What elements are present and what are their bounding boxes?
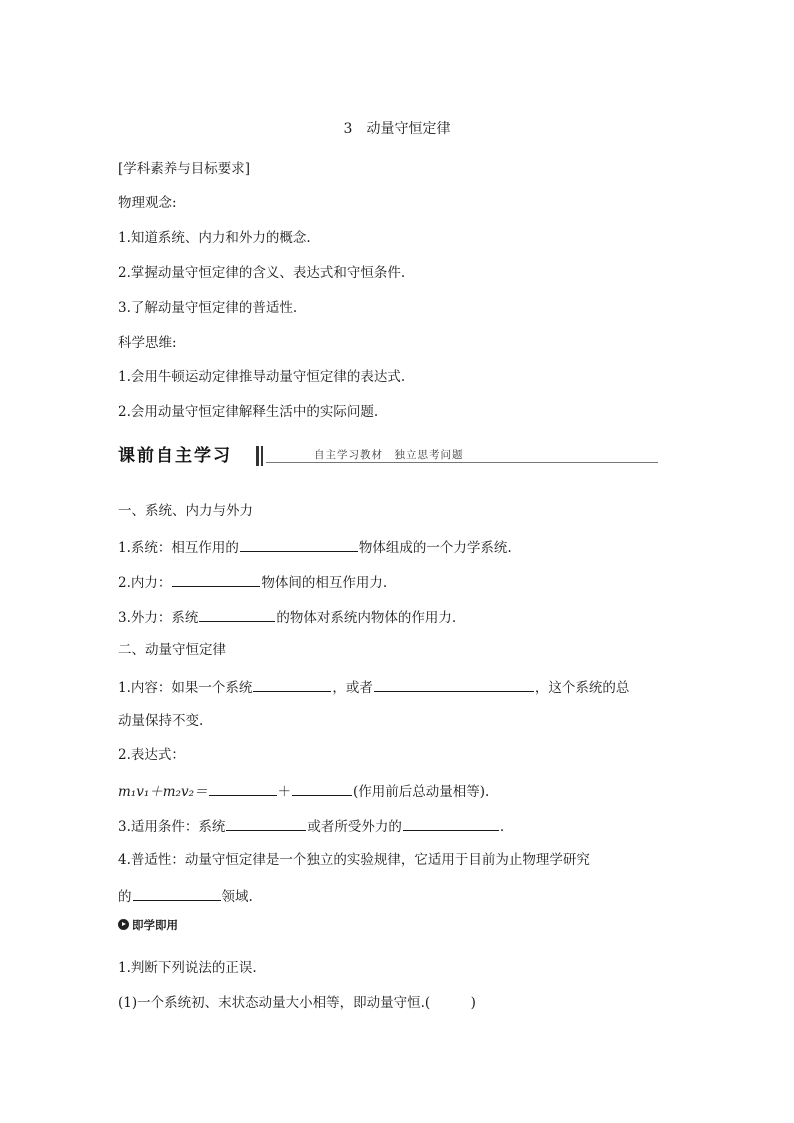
answer-blank[interactable] — [240, 537, 358, 552]
concept-item: 3.了解动量守恒定律的普适性. — [118, 300, 298, 316]
goals-header: [学科素养与目标要求] — [118, 161, 251, 177]
universality-line1: 4.普适性：动量守恒定律是一个独立的实验规律，它适用于目前为止物理学研究 — [118, 852, 590, 868]
concept-item: 1.知道系统、内力和外力的概念. — [118, 230, 311, 246]
internal-force-definition: 2.内力： 物体间的相互作用力. — [118, 572, 387, 592]
play-circle-icon — [118, 919, 129, 930]
practice-statement: (1)一个系统初、末状态动量大小相等，即动量守恒.( ) — [118, 995, 476, 1011]
banner-subtitle: 自主学习教材 独立思考问题 — [314, 449, 464, 461]
page-title — [0, 120, 794, 138]
concept-item: 2.掌握动量守恒定律的含义、表达式和守恒条件. — [118, 265, 406, 281]
answer-blank[interactable] — [199, 607, 275, 622]
system-definition: 1.系统：相互作用的 物体组成的一个力学系统. — [118, 537, 512, 557]
answer-blank[interactable] — [226, 816, 306, 831]
banner-label: 课前自主学习 — [118, 446, 232, 466]
answer-blank[interactable] — [133, 886, 221, 901]
universality-line2: 的 领域. — [118, 886, 253, 906]
law-content: 1.内容：如果一个系统 ，或者 ，这个系统的总 — [118, 677, 629, 697]
expression-label: 2.表达式： — [118, 747, 185, 763]
lesson-number: 3 — [343, 121, 353, 137]
section2-heading: 二、动量守恒定律 — [118, 642, 226, 658]
answer-blank[interactable] — [209, 781, 277, 796]
lesson-title: 动量守恒定律 — [366, 121, 451, 137]
answer-blank[interactable] — [403, 816, 499, 831]
concept-label: 物理观念: — [118, 195, 177, 211]
answer-blank[interactable] — [172, 572, 260, 587]
expression-formula: m₁v₁＋m₂v₂＝ ＋ (作用前后总动量相等). — [118, 781, 489, 801]
practice-label: 即学即用 — [118, 916, 178, 934]
section1-heading: 一、系统、内力与外力 — [118, 503, 253, 519]
banner-bars-icon — [256, 446, 264, 466]
applicable-conditions: 3.适用条件：系统 或者所受外力的 . — [118, 816, 504, 836]
answer-blank[interactable] — [374, 677, 534, 692]
answer-blank[interactable] — [253, 677, 331, 692]
thinking-item: 2.会用动量守恒定律解释生活中的实际问题. — [118, 404, 379, 420]
thinking-label: 科学思维: — [118, 335, 177, 351]
external-force-definition: 3.外力：系统 的物体对系统内物体的作用力. — [118, 607, 456, 627]
practice-question: 1.判断下列说法的正误. — [118, 960, 257, 976]
section-banner — [118, 444, 658, 468]
law-content-line2: 动量保持不变. — [118, 713, 204, 729]
banner-rule — [266, 462, 658, 463]
thinking-item: 1.会用牛顿运动定律推导动量守恒定律的表达式. — [118, 369, 406, 385]
answer-blank[interactable] — [292, 781, 352, 796]
